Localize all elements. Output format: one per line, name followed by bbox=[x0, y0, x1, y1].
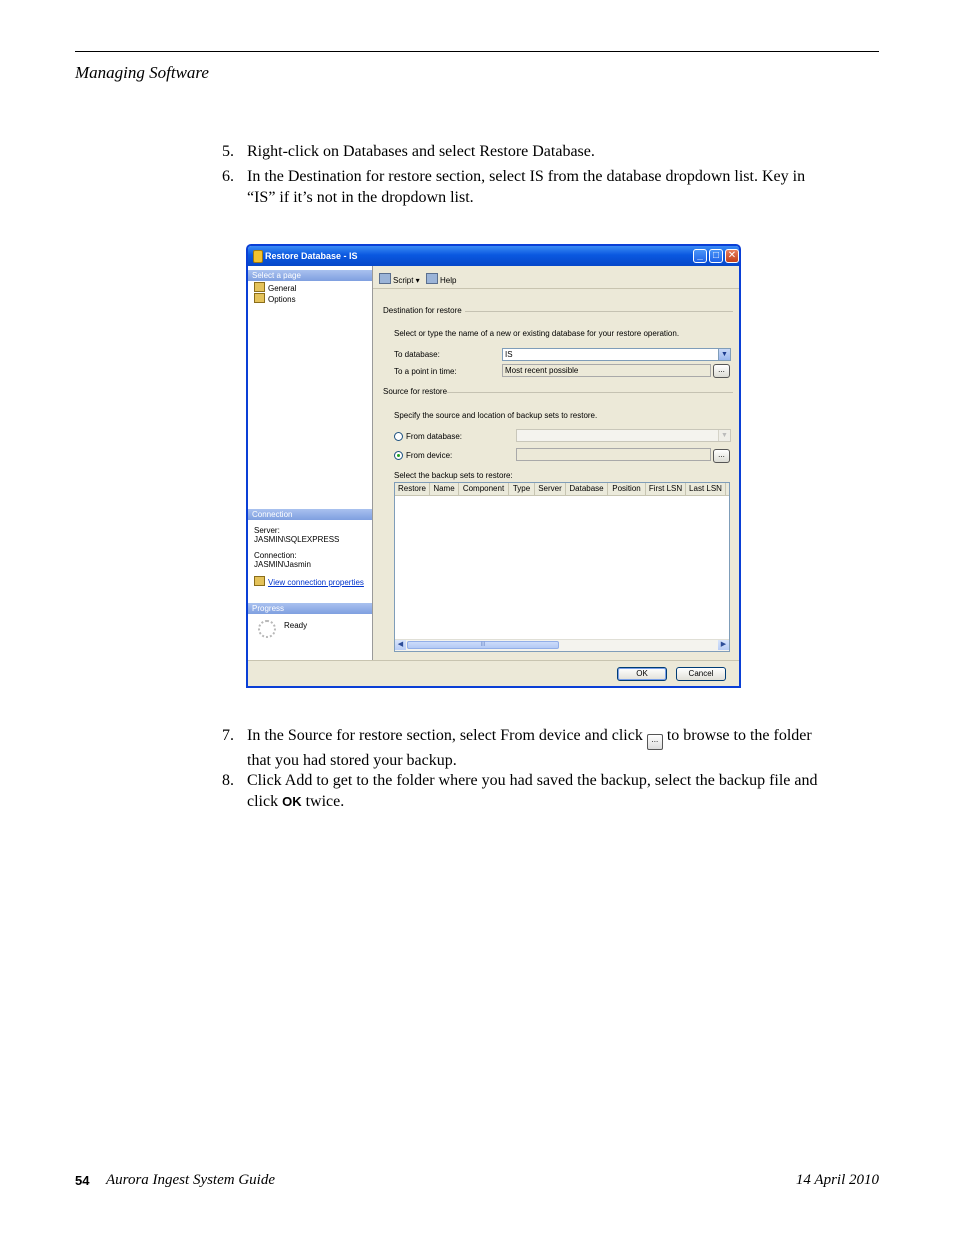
cancel-button[interactable]: Cancel bbox=[676, 667, 726, 681]
step-text-part: Click Add to get to the folder where you had saved the backup, select the backup file and click bbox=[247, 772, 818, 810]
progress-status: Ready bbox=[284, 621, 308, 630]
source-hint: Specify the source and location of backup sets to restore. bbox=[394, 411, 598, 420]
close-button[interactable]: ✕ bbox=[725, 249, 739, 263]
step-text bbox=[247, 770, 827, 812]
page-number: 54 bbox=[75, 1173, 90, 1188]
group-divider bbox=[447, 392, 733, 393]
dialog-button-bar bbox=[248, 660, 739, 687]
view-connection-properties[interactable] bbox=[254, 576, 364, 587]
page-options-label: Options bbox=[268, 295, 296, 304]
horizontal-scrollbar[interactable] bbox=[395, 639, 729, 651]
help-button[interactable] bbox=[426, 273, 456, 285]
connection-header: Connection bbox=[248, 509, 372, 520]
section-title: Managing Software bbox=[75, 63, 209, 82]
to-database-value: IS bbox=[505, 350, 513, 359]
header-rule bbox=[75, 51, 879, 52]
column-header[interactable]: Database bbox=[566, 483, 608, 495]
dialog-titlebar bbox=[248, 246, 739, 266]
page-icon bbox=[254, 282, 265, 292]
from-database-radio[interactable] bbox=[394, 432, 403, 441]
browse-button-glyph: ... bbox=[647, 734, 663, 750]
to-point-label: To a point in time: bbox=[394, 367, 457, 376]
to-point-field: Most recent possible bbox=[502, 364, 711, 377]
from-device-field bbox=[516, 448, 711, 461]
column-header[interactable]: Restore bbox=[395, 483, 430, 495]
dialog-toolbar bbox=[373, 266, 739, 289]
from-database-select bbox=[516, 429, 731, 442]
chevron-down-icon: ▼ bbox=[718, 430, 730, 441]
maximize-button[interactable]: □ bbox=[709, 249, 723, 263]
step-text-part: twice. bbox=[305, 793, 345, 810]
from-device-label: From device: bbox=[406, 451, 453, 460]
step-number: 6. bbox=[222, 168, 234, 185]
from-device-browse-button[interactable]: ... bbox=[713, 449, 730, 463]
server-value: JASMIN\SQLEXPRESS bbox=[254, 535, 340, 544]
server-label: Server: bbox=[254, 526, 280, 535]
properties-icon bbox=[254, 576, 265, 586]
database-icon bbox=[253, 250, 263, 263]
document-title: Aurora Ingest System Guide bbox=[106, 1172, 275, 1188]
script-icon bbox=[379, 273, 391, 284]
backup-sets-grid[interactable] bbox=[394, 482, 730, 652]
page-general[interactable] bbox=[254, 282, 296, 293]
progress-header: Progress bbox=[248, 603, 372, 614]
restore-database-dialog bbox=[246, 244, 741, 688]
destination-hint: Select or type the name of a new or existing database for your restore operation. bbox=[394, 329, 680, 338]
step-text: In the Destination for restore section, select IS from the database dropdown list. Key in “IS” if it’s not in the dropdown list. bbox=[247, 168, 806, 206]
grid-header bbox=[395, 483, 729, 496]
ok-button[interactable]: OK bbox=[617, 667, 667, 681]
from-device-radio[interactable] bbox=[394, 451, 403, 460]
help-icon bbox=[426, 273, 438, 284]
group-divider bbox=[465, 311, 733, 312]
connection-label: Connection: bbox=[254, 551, 297, 560]
column-header[interactable]: Server bbox=[535, 483, 566, 495]
destination-group-label: Destination for restore bbox=[383, 306, 462, 315]
right-pane bbox=[373, 266, 739, 660]
script-label: Script bbox=[393, 276, 414, 285]
step-text: Right-click on Databases and select Restore Database. bbox=[247, 143, 595, 160]
column-header[interactable]: Last LSN bbox=[686, 483, 726, 495]
step-text-part: In the Source for restore section, select From device and click bbox=[247, 727, 643, 744]
ok-keyword: OK bbox=[282, 794, 302, 809]
minimize-button[interactable]: _ bbox=[693, 249, 707, 263]
page-general-label: General bbox=[268, 284, 297, 293]
scroll-thumb[interactable]: III bbox=[407, 641, 559, 649]
source-group-label: Source for restore bbox=[383, 387, 448, 396]
backup-sets-label: Select the backup sets to restore: bbox=[394, 471, 513, 480]
page-options[interactable] bbox=[254, 293, 296, 304]
step-number: 5. bbox=[222, 143, 234, 160]
help-label: Help bbox=[440, 276, 457, 285]
step-text-part: to browse to the folder that you had stored your backup. bbox=[247, 727, 812, 769]
document-date: 14 April 2010 bbox=[795, 1172, 879, 1188]
select-page-header: Select a page bbox=[248, 270, 372, 281]
step-number: 7. bbox=[222, 727, 234, 744]
script-button[interactable]: Script ▾ bbox=[379, 273, 420, 285]
dialog-title: Restore Database - IS bbox=[265, 251, 358, 261]
step-text bbox=[247, 725, 827, 771]
step-number: 8. bbox=[222, 772, 234, 789]
chevron-down-icon[interactable]: ▼ bbox=[718, 349, 730, 360]
page-icon bbox=[254, 293, 265, 303]
column-header[interactable]: Position bbox=[608, 483, 646, 495]
to-database-label: To database: bbox=[394, 350, 440, 359]
to-point-browse-button[interactable]: ... bbox=[713, 364, 730, 378]
left-pane bbox=[248, 266, 373, 660]
column-header[interactable]: Name bbox=[430, 483, 459, 495]
from-database-label: From database: bbox=[406, 432, 463, 441]
column-header[interactable]: Component bbox=[459, 483, 509, 495]
scroll-right-icon[interactable]: ▶ bbox=[718, 640, 729, 650]
view-connection-link[interactable]: View connection properties bbox=[268, 578, 364, 587]
to-database-select[interactable] bbox=[502, 348, 731, 361]
column-header[interactable]: Type bbox=[509, 483, 535, 495]
progress-spinner-icon bbox=[258, 620, 276, 638]
scroll-left-icon[interactable]: ◀ bbox=[395, 640, 406, 650]
column-header[interactable]: First LSN bbox=[646, 483, 686, 495]
connection-value: JASMIN\Jasmin bbox=[254, 560, 311, 569]
